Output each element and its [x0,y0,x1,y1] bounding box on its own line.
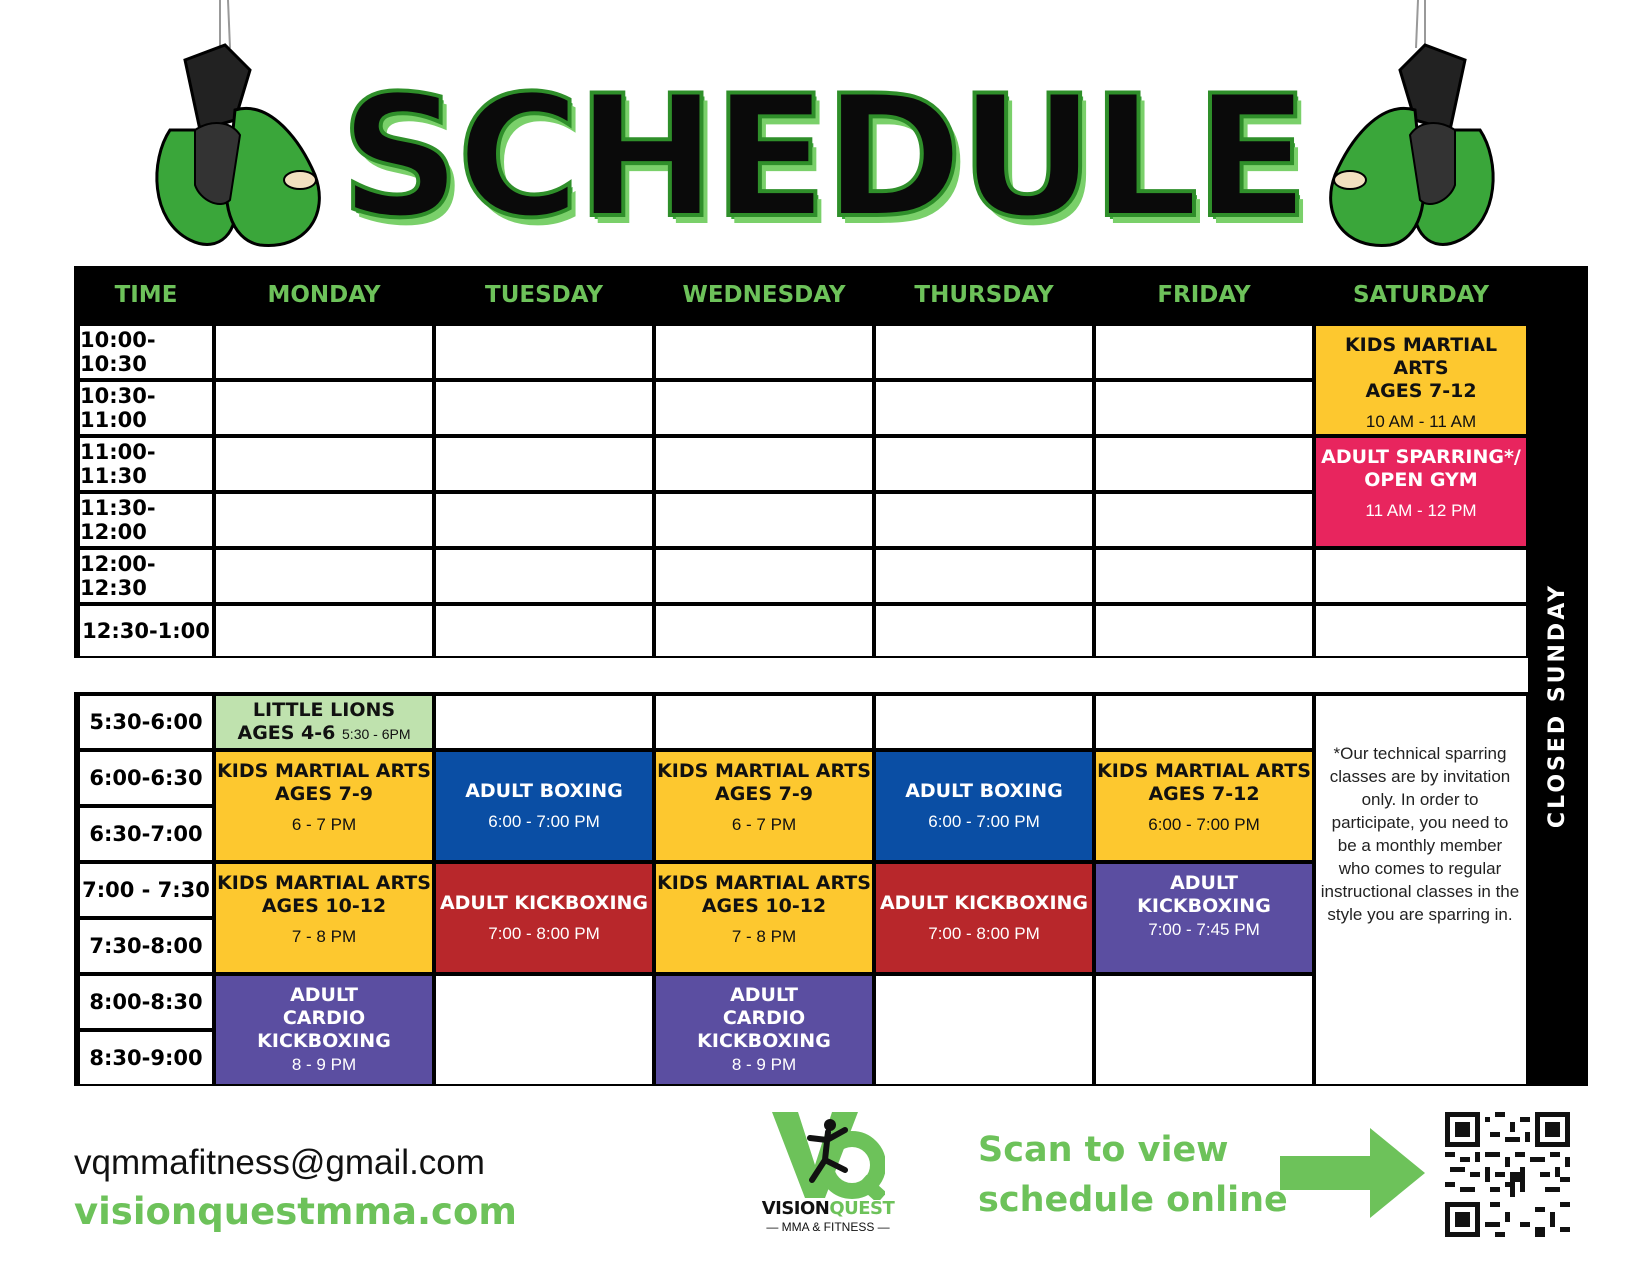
class-title: ADULT KICKBOXING [439,892,649,914]
sparring-note: *Our technical sparring classes are by invitation only. In order to participate, you need to be a monthly member who comes to regular instructional classes in the style you are sparring in. [1320,744,1520,924]
empty-slot [1096,438,1312,490]
class-time: 7:00 - 8:00 PM [488,924,600,943]
empty-slot [876,438,1092,490]
class-block-fri-kickboxing [1096,864,1312,972]
class-time: 8 - 9 PM [291,1055,357,1074]
class-ages-row [237,722,410,746]
empty-slot [1096,550,1312,602]
empty-slot [1316,606,1526,656]
time-slot: 10:00-10:30 [80,326,212,378]
header-time: TIME [114,282,178,308]
empty-slot [216,494,432,546]
contact-email[interactable]: vqmmafitness@gmail.com [74,1143,485,1182]
empty-slot [216,550,432,602]
class-title: KIDS MARTIAL ARTS [657,760,871,782]
class-block-mon-little-lions [216,696,432,748]
class-block-mon-kids-10-12 [216,864,432,972]
class-time: 6:00 - 7:00 PM [1148,815,1260,834]
arrow-right-icon [1280,1128,1430,1218]
empty-slot [876,606,1092,656]
empty-slot [876,382,1092,434]
time-slot: 10:30-11:00 [80,382,212,434]
class-time: 5:30 - 6PM [342,726,411,742]
empty-slot [656,696,872,748]
class-time: 7:00 - 8:00 PM [928,924,1040,943]
empty-slot [1316,550,1526,602]
empty-slot [436,326,652,378]
class-title: ADULT KICKBOXING [879,892,1089,914]
empty-slot [1096,696,1312,748]
class-subtitle: OPEN GYM [1364,469,1478,491]
class-ages: AGES 7-12 [1148,783,1260,805]
empty-slot [216,606,432,656]
empty-slot [656,550,872,602]
time-slot: 7:00 - 7:30 [80,864,212,916]
class-title: ADULT BOXING [905,780,1063,802]
empty-slot [436,696,652,748]
empty-slot [1096,494,1312,546]
empty-slot [436,606,652,656]
class-title: KIDS MARTIAL ARTS [1344,334,1498,379]
class-time: 8 - 9 PM [731,1055,797,1074]
class-block-thu-kickboxing [876,864,1092,972]
empty-slot [1096,606,1312,656]
scan-text [978,1125,1288,1225]
time-slot: 11:00-11:30 [80,438,212,490]
class-subtitle: CARDIO KICKBOXING [257,1007,391,1052]
class-block-thu-boxing [876,752,1092,860]
class-title: ADULT BOXING [465,780,623,802]
class-time: 7 - 8 PM [731,927,797,946]
time-slot: 7:30-8:00 [80,920,212,972]
class-title: KIDS MARTIAL ARTS [657,872,871,894]
class-time: 6 - 7 PM [291,815,357,834]
class-block-mon-cardio [216,976,432,1084]
class-block-fri-kids-7-12 [1096,752,1312,860]
page-title: SCHEDULE [340,59,1306,255]
class-title: KIDS MARTIAL ARTS [1097,760,1311,782]
class-time: 6:00 - 7:00 PM [928,812,1040,831]
time-slot: 6:00-6:30 [80,752,212,804]
class-time: 6:00 - 7:00 PM [488,812,600,831]
empty-slot [656,382,872,434]
scan-line-1: Scan to view [978,1130,1229,1170]
class-title: KIDS MARTIAL ARTS [217,760,431,782]
header-saturday: SATURDAY [1352,282,1489,308]
empty-slot [656,606,872,656]
time-slot: 5:30-6:00 [80,696,212,748]
class-ages: AGES 7-12 [1365,380,1477,402]
class-time: 11 AM - 12 PM [1365,501,1477,520]
class-ages: AGES 7-9 [275,783,373,805]
class-block-tue-boxing [436,752,652,860]
empty-slot [216,382,432,434]
class-time: 6 - 7 PM [731,815,797,834]
empty-slot [216,326,432,378]
class-block-wed-kids-10-12 [656,864,872,972]
boxing-gloves-left-icon [140,0,340,255]
empty-slot [1096,326,1312,378]
class-block-tue-kickboxing [436,864,652,972]
scan-line-2: schedule online [978,1180,1288,1220]
header-monday: MONDAY [267,282,381,308]
qr-code-icon[interactable] [1445,1112,1570,1237]
class-block-wed-cardio [656,976,872,1084]
empty-slot [876,494,1092,546]
vq-logo-icon [770,1110,885,1200]
logo-subtitle: — MMA & FITNESS — [766,1220,890,1234]
empty-slot [436,494,652,546]
class-title: ADULT [1170,872,1238,894]
class-subtitle: CARDIO KICKBOXING [697,1007,831,1052]
class-block-sat-kids [1316,326,1526,434]
closed-sunday-label [1528,324,1588,1086]
empty-slot [216,438,432,490]
closed-sunday-text: CLOSED SUNDAY [1545,582,1571,828]
empty-slot [436,976,652,1084]
class-time: 7:00 - 7:45 PM [1148,920,1260,939]
logo-wordmark [752,1198,904,1219]
empty-slot [656,326,872,378]
header-wednesday: WEDNESDAY [682,282,846,308]
logo-quest: QUEST [829,1198,895,1219]
empty-slot [876,326,1092,378]
class-title: ADULT SPARRING*/ [1321,446,1521,468]
class-title: LITTLE LIONS [252,699,396,721]
empty-slot [1096,976,1312,1084]
class-ages: AGES 7-9 [715,783,813,805]
empty-slot [1096,382,1312,434]
header-tuesday: TUESDAY [485,282,603,308]
empty-slot [436,550,652,602]
class-ages: AGES 10-12 [701,895,827,917]
empty-slot [876,550,1092,602]
header-thursday: THURSDAY [914,282,1054,308]
time-slot: 12:30-1:00 [80,606,212,656]
empty-slot [656,438,872,490]
time-slot: 12:00-12:30 [80,550,212,602]
session-gap [74,658,1528,692]
empty-slot [436,438,652,490]
class-title: ADULT [290,984,358,1006]
empty-slot [436,382,652,434]
empty-slot [656,494,872,546]
empty-slot [876,976,1092,1084]
contact-website[interactable]: visionquestmma.com [74,1190,517,1233]
time-slot: 8:00-8:30 [80,976,212,1028]
time-slot: 11:30-12:00 [80,494,212,546]
class-title: KIDS MARTIAL ARTS [217,872,431,894]
time-slot: 8:30-9:00 [80,1032,212,1084]
class-title: ADULT [730,984,798,1006]
class-subtitle: KICKBOXING [1137,895,1271,917]
empty-slot [876,696,1092,748]
class-ages: AGES 10-12 [261,895,387,917]
time-slot: 6:30-7:00 [80,808,212,860]
boxing-gloves-right-icon [1310,0,1510,255]
class-block-mon-kids-7-9 [216,752,432,860]
class-ages: AGES 4-6 [237,722,336,744]
class-time: 10 AM - 11 AM [1365,412,1477,431]
logo-vision: VISION [761,1198,830,1219]
header-friday: FRIDAY [1157,282,1251,308]
class-block-sat-sparring [1316,438,1526,546]
class-block-wed-kids-7-9 [656,752,872,860]
class-time: 7 - 8 PM [291,927,357,946]
